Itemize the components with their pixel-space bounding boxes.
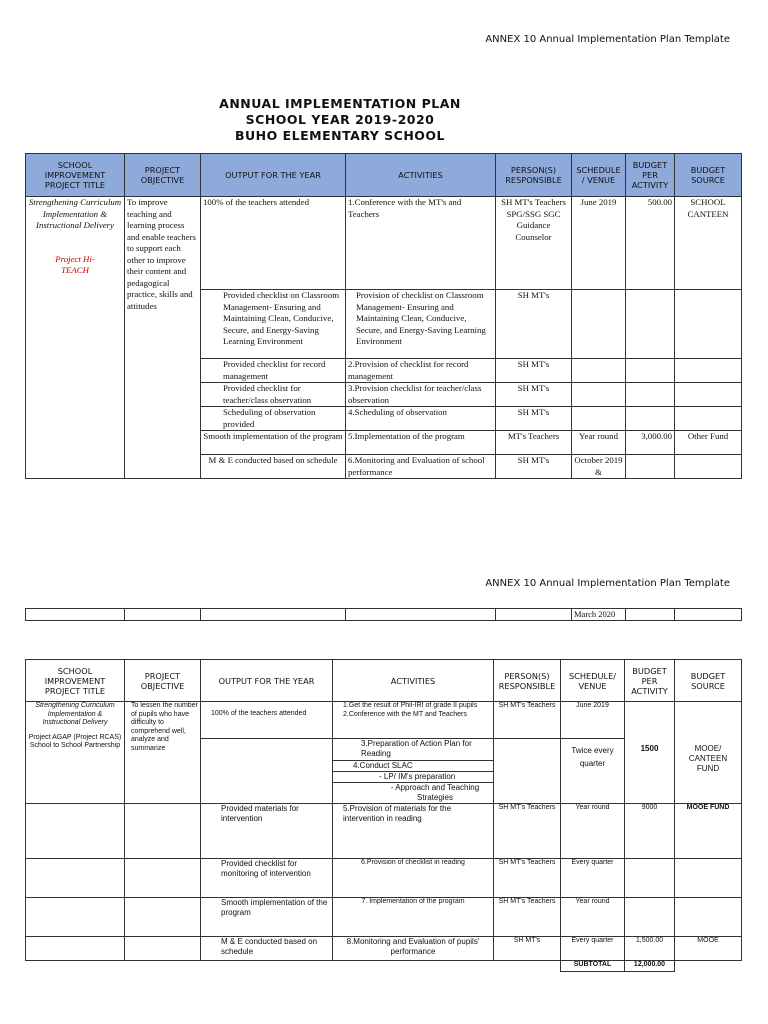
activity-cell: 6.Monitoring and Evaluation of school performance xyxy=(346,455,496,479)
header-persons: PERSON(S) RESPONSIBLE xyxy=(496,154,572,197)
source-cell: SCHOOL CANTEEN xyxy=(675,197,742,290)
header-schedule: SCHEDULE/ VENUE xyxy=(561,660,625,702)
table-row xyxy=(26,898,742,937)
persons-cell: SH MT's xyxy=(494,937,561,961)
table-row xyxy=(26,804,742,859)
project-title-cell xyxy=(26,702,125,804)
output-cell: Smooth implementation of the program xyxy=(201,431,346,455)
table-header-row xyxy=(26,660,742,702)
project-title: Strengthening Curriculum Implementation & Instructional Delivery xyxy=(35,702,115,726)
schedule-cell xyxy=(572,359,626,383)
subtotal-value: 12,000.00 xyxy=(625,961,675,972)
persons-cell: SH MT's Teachers xyxy=(494,898,561,937)
header-budget: BUDGET PER ACTIVITY xyxy=(625,660,675,702)
activity-cell: 4.Scheduling of observation xyxy=(346,407,496,431)
source-cell xyxy=(675,359,742,383)
project-title: Strengthening Curriculum Implementation & Instructional Delivery xyxy=(28,197,122,230)
schedule-cell xyxy=(572,383,626,407)
activity-cell: 1.Conference with the MT's and Teachers xyxy=(346,197,496,290)
persons-cell: SH MT's xyxy=(496,407,572,431)
subtotal-label: SUBTOTAL xyxy=(561,961,625,972)
output-cell: Provided checklist for record management xyxy=(201,359,346,383)
output-cell: 100% of the teachers attended xyxy=(201,197,346,290)
source-cell xyxy=(675,407,742,431)
persons-cell: SH MT's Teachers xyxy=(494,702,561,739)
activity-cell: - LP/ IM's preparation xyxy=(333,772,494,783)
activity-cell: 6.Provision of checklist in reading xyxy=(333,859,494,898)
header-output: OUTPUT FOR THE YEAR xyxy=(201,154,346,197)
budget-cell xyxy=(626,383,675,407)
output-cell: M & E conducted based on schedule xyxy=(201,455,346,479)
header-project-title: SCHOOL IMPROVEMENT PROJECT TITLE xyxy=(26,154,125,197)
table-row xyxy=(26,609,742,621)
source-cell: Other Fund xyxy=(675,431,742,455)
activity-cell: 3.Provision checklist for teacher/class observation xyxy=(346,383,496,407)
schedule-cell: June 2019 xyxy=(561,702,625,739)
title-line-2: SCHOOL YEAR 2019-2020 xyxy=(245,112,435,127)
output-cell: 100% of the teachers attended xyxy=(201,702,333,739)
table-row xyxy=(26,197,742,290)
persons-cell: SH MT's xyxy=(496,290,572,359)
header-source: BUDGET SOURCE xyxy=(675,154,742,197)
schedule-cell: Year round xyxy=(561,898,625,937)
schedule-cell: June 2019 xyxy=(572,197,626,290)
output-cell: Scheduling of observation provided xyxy=(201,407,346,431)
budget-cell xyxy=(626,455,675,479)
activity-cell: - Approach and Teaching Strategies xyxy=(333,783,494,804)
table-row xyxy=(26,937,742,961)
implementation-table-1 xyxy=(25,153,742,479)
budget-cell xyxy=(626,359,675,383)
schedule-cell xyxy=(572,290,626,359)
budget-cell xyxy=(626,290,675,359)
activity-cell: 3.Preparation of Action Plan for Reading xyxy=(333,739,494,761)
activity-cell: 7. Implementation of the program xyxy=(333,898,494,937)
output-cell: Provided checklist for teacher/class observation xyxy=(201,383,346,407)
title-line-3: BUHO ELEMENTARY SCHOOL xyxy=(234,128,446,143)
activity-cell: 5.Implementation of the program xyxy=(346,431,496,455)
schedule-cell: Twice every quarter xyxy=(561,739,625,804)
activity-cell: Provision of checklist on Classroom Management- Ensuring and Maintaining Clean, Conducive, Secure, and Energy-Saving Learning Environment xyxy=(346,290,496,359)
implementation-table-2 xyxy=(25,659,742,972)
activity-cell: 4.Conduct SLAC xyxy=(333,761,494,772)
persons-cell: SH MT's xyxy=(496,383,572,407)
persons-cell: SH MT's Teachers xyxy=(494,804,561,859)
carry-over-row-table xyxy=(25,608,742,621)
title-line-1: ANNUAL IMPLEMENTATION PLAN xyxy=(219,96,461,111)
budget-cell: 500.00 xyxy=(626,197,675,290)
table-row xyxy=(26,859,742,898)
header-output: OUTPUT FOR THE YEAR xyxy=(201,660,333,702)
schedule-cell: Year round xyxy=(561,804,625,859)
source-cell xyxy=(675,383,742,407)
header-activities: ACTIVITIES xyxy=(346,154,496,197)
project-name: Project AGAP (Project RCAS) School to School Partnership xyxy=(28,733,122,749)
header-persons: PERSON(S) RESPONSIBLE xyxy=(494,660,561,702)
source-cell: MOOE/ CANTEEN FUND xyxy=(675,702,742,804)
project-name: Project Hi-TEACH xyxy=(55,253,95,275)
budget-cell: 1,500.00 xyxy=(625,937,675,961)
activity-cell: 5.Provision of materials for the intervention in reading xyxy=(333,804,494,859)
schedule-cell: Every quarter xyxy=(561,937,625,961)
activity-cell: 1.Get the result of Phil-IRI of grade II pupils 2.Conference with the MT and Teachers xyxy=(333,702,494,739)
header-schedule: SCHEDULE / VENUE xyxy=(572,154,626,197)
header-activities: ACTIVITIES xyxy=(333,660,494,702)
project-title-cell xyxy=(26,197,125,479)
page-title xyxy=(0,96,680,144)
persons-cell: SH MT's Teachers xyxy=(494,859,561,898)
schedule-cell: Year round xyxy=(572,431,626,455)
persons-cell: MT's Teachers xyxy=(496,431,572,455)
project-objective: To lessen the number of pupils who have difficulty to comprehend well, analyze and summarize xyxy=(125,702,201,804)
output-cell: Provided materials for intervention xyxy=(201,804,333,859)
output-cell: M & E conducted based on schedule xyxy=(201,937,333,961)
annex-label-page-2: ANNEX 10 Annual Implementation Plan Template xyxy=(485,578,730,589)
header-project-objective: PROJECT OBJECTIVE xyxy=(125,154,201,197)
schedule-cell xyxy=(572,407,626,431)
annex-label: ANNEX 10 Annual Implementation Plan Template xyxy=(485,34,730,45)
persons-cell xyxy=(494,739,561,804)
table-row xyxy=(26,702,742,739)
activity-cell: 2.Provision of checklist for record management xyxy=(346,359,496,383)
schedule-cell: Every quarter xyxy=(561,859,625,898)
schedule-cell: October 2019 & xyxy=(572,455,626,479)
activity-cell: 8.Monitoring and Evaluation of pupils' performance xyxy=(333,937,494,961)
header-project-objective: PROJECT OBJECTIVE xyxy=(125,660,201,702)
output-cell: Provided checklist on Classroom Management- Ensuring and Maintaining Clean, Conducive, Secure, and Energy-Saving Learning Environment xyxy=(201,290,346,359)
output-cell xyxy=(201,739,333,804)
output-cell: Smooth implementation of the program xyxy=(201,898,333,937)
persons-cell: SH MT's xyxy=(496,359,572,383)
subtotal-row xyxy=(26,961,742,972)
source-cell: MOOE xyxy=(675,937,742,961)
schedule-cell: March 2020 xyxy=(572,609,626,621)
header-budget: BUDGET PER ACTIVITY xyxy=(626,154,675,197)
persons-cell: SH MT's xyxy=(496,455,572,479)
budget-cell: 1500 xyxy=(625,702,675,804)
output-cell: Provided checklist for monitoring of intervention xyxy=(201,859,333,898)
header-source: BUDGET SOURCE xyxy=(675,660,742,702)
persons-cell: SH MT's Teachers SPG/SSG SGC Guidance Counselor xyxy=(496,197,572,290)
source-cell xyxy=(675,290,742,359)
budget-cell: 3,000.00 xyxy=(626,431,675,455)
source-cell xyxy=(675,455,742,479)
source-cell: MOOE FUND xyxy=(675,804,742,859)
header-project-title: SCHOOL IMPROVEMENT PROJECT TITLE xyxy=(26,660,125,702)
budget-cell xyxy=(626,407,675,431)
project-objective: To improve teaching and learning process and enable teachers to support each other to improve their content and pedagogical practice, skills and attitudes xyxy=(125,197,201,479)
table-header-row xyxy=(26,154,742,197)
budget-cell: 9000 xyxy=(625,804,675,859)
